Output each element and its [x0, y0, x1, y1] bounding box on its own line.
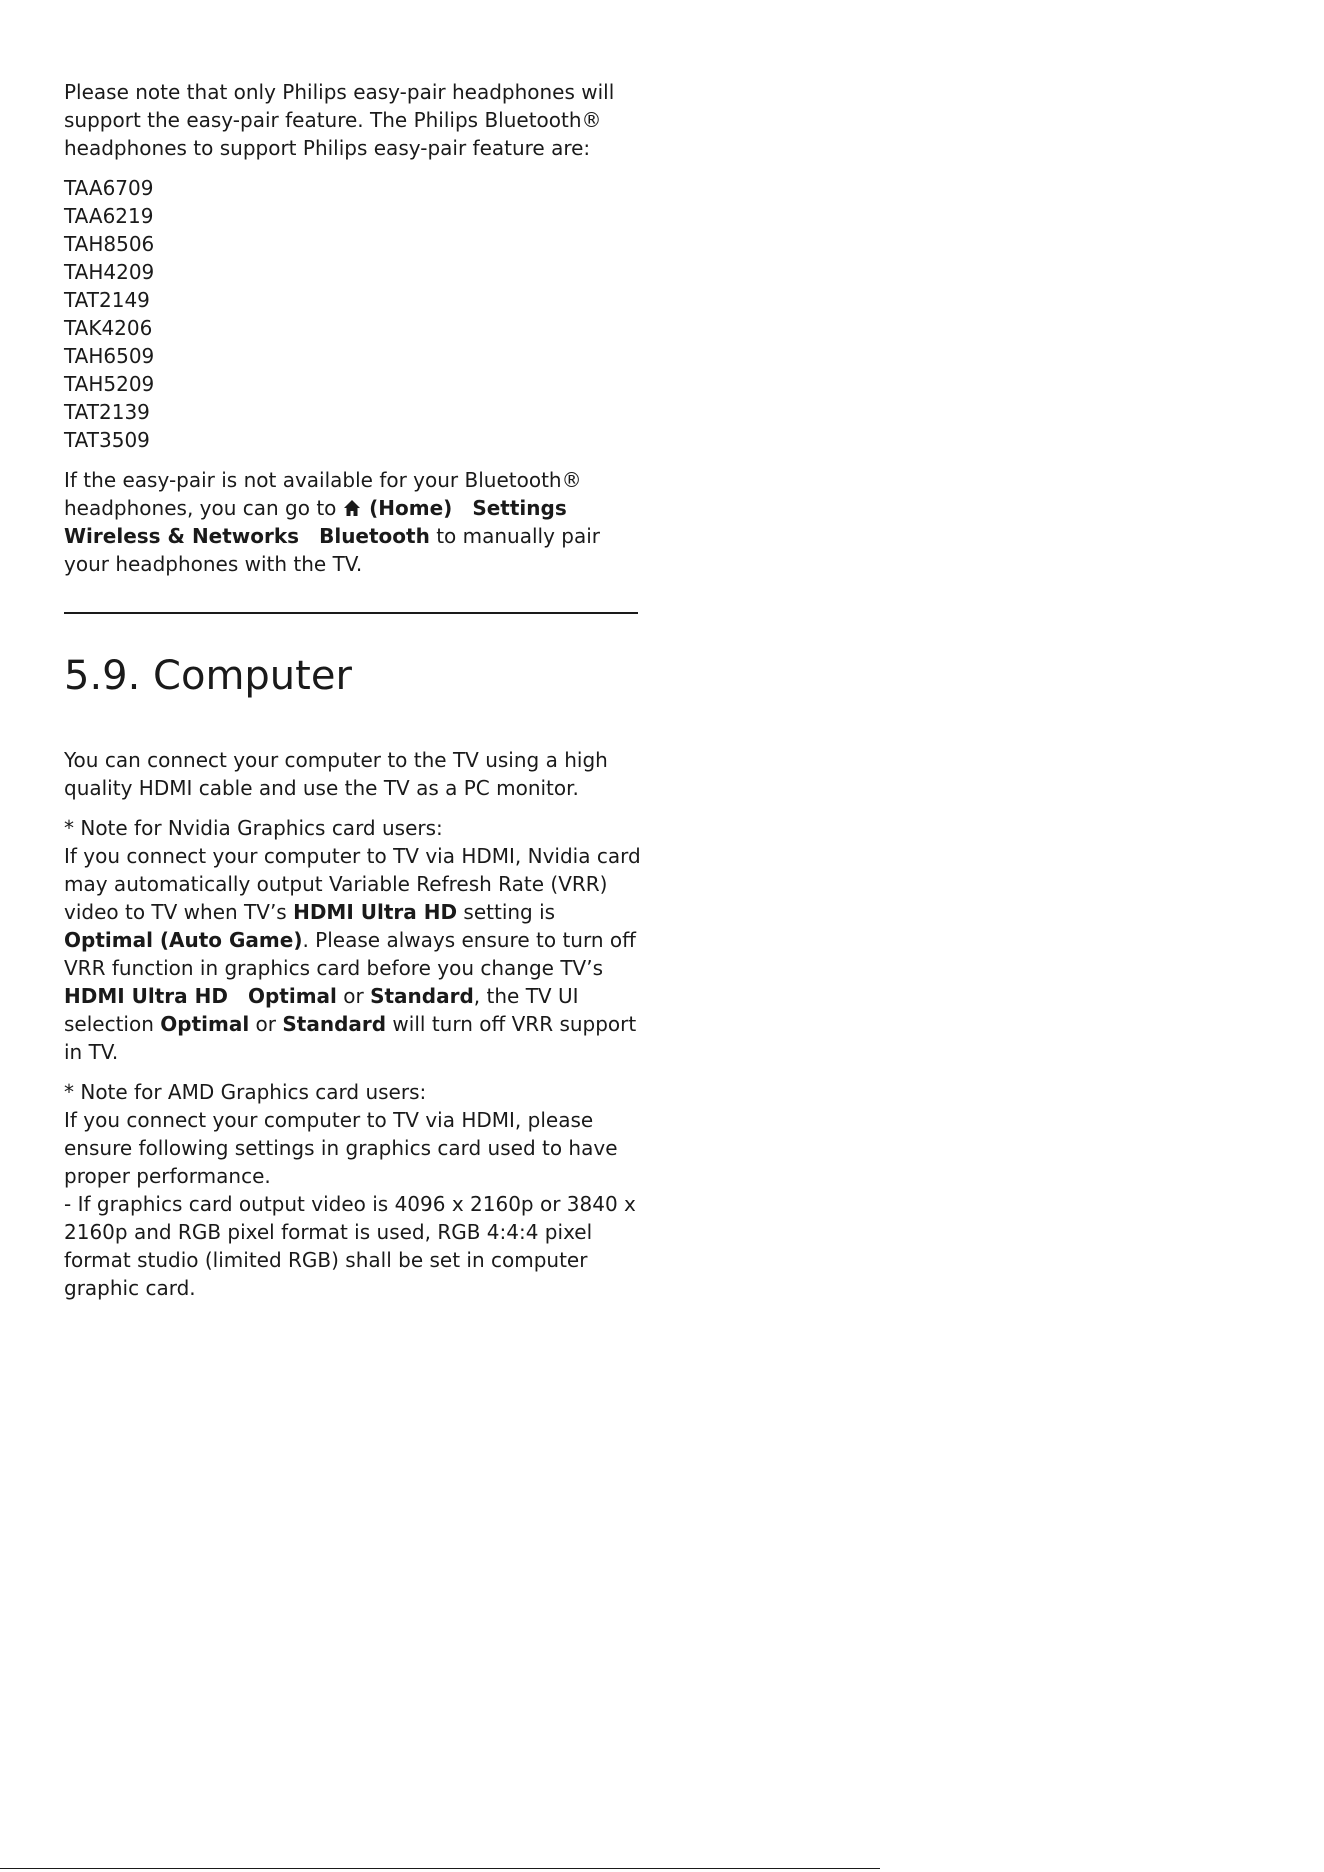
model-item: TAT2149 [64, 288, 150, 312]
section-title: 5.9. Computer [64, 653, 352, 699]
model-item: TAA6709 [64, 176, 154, 200]
model-item: TAH4209 [64, 260, 155, 284]
nvidia-text: will turn off VRR support in TV. [64, 1012, 637, 1064]
model-item: TAT3509 [64, 428, 150, 452]
menu-path-bluetooth: Bluetooth [319, 524, 430, 548]
model-item: TAH8506 [64, 232, 155, 256]
fallback-text-post: to manually pair your headphones with the TV. [64, 524, 601, 576]
computer-intro: You can connect your computer to the TV using a high quality HDMI cable and use the TV as a PC monitor. [64, 748, 608, 800]
home-icon [343, 499, 361, 517]
section-easy-pair [64, 78, 644, 590]
easy-pair-intro: Please note that only Philips easy-pair headphones will support the easy-pair feature. The Philips Bluetooth® headphones to support Philips easy-pair feature are: [64, 80, 615, 160]
model-item: TAA6219 [64, 204, 154, 228]
model-list [64, 174, 644, 454]
model-item: TAK4206 [64, 316, 153, 340]
nvidia-note-heading: * Note for Nvidia Graphics card users: [64, 816, 443, 840]
manual-pair-instructions [64, 466, 644, 578]
model-item: TAT2139 [64, 400, 150, 424]
fallback-text-pre: If the easy-pair is not available for your Bluetooth® headphones, you can go to [64, 468, 582, 520]
hdmi-ultra-hd-label: HDMI Ultra HD [64, 984, 228, 1008]
standard-label: Standard [370, 984, 474, 1008]
nvidia-text: . Please always ensure to turn off VRR function in graphics card before you change TV’s [64, 928, 636, 980]
menu-path-home: (Home) [369, 496, 453, 520]
nvidia-text: setting is [457, 900, 556, 924]
amd-text: - If graphics card output video is 4096 x 2160p or 3840 x 2160p and RGB pixel format is used, RGB 4:4:4 pixel format studio (limited RGB) shall be set in computer graphic card. [64, 1192, 636, 1300]
footer-rule [0, 1868, 880, 1869]
nvidia-text: or [336, 984, 371, 1008]
optimal-label: Optimal [247, 984, 337, 1008]
amd-note-heading: * Note for AMD Graphics card users: [64, 1080, 427, 1104]
section-divider [64, 612, 638, 614]
model-item: TAH6509 [64, 344, 155, 368]
amd-text: If you connect your computer to TV via HDMI, please ensure following settings in graphics card used to have proper performance. [64, 1108, 618, 1188]
menu-path-settings: Settings [472, 496, 567, 520]
nvidia-text: , the TV UI selection [64, 984, 579, 1036]
model-item: TAH5209 [64, 372, 155, 396]
amd-note [64, 1078, 644, 1302]
hdmi-ultra-hd-label: HDMI Ultra HD [293, 900, 458, 924]
section-computer [64, 746, 644, 1314]
nvidia-text: or [249, 1012, 283, 1036]
menu-path-wireless: Wireless & Networks [64, 524, 300, 548]
optimal-label: Optimal [160, 1012, 250, 1036]
nvidia-text: If you connect your computer to TV via HDMI, Nvidia card may automatically output Variable Refresh Rate (VRR) video to TV when TV’s [64, 844, 641, 924]
nvidia-note [64, 814, 644, 1066]
standard-label: Standard [282, 1012, 387, 1036]
optimal-auto-game-label: Optimal (Auto Game) [64, 928, 303, 952]
